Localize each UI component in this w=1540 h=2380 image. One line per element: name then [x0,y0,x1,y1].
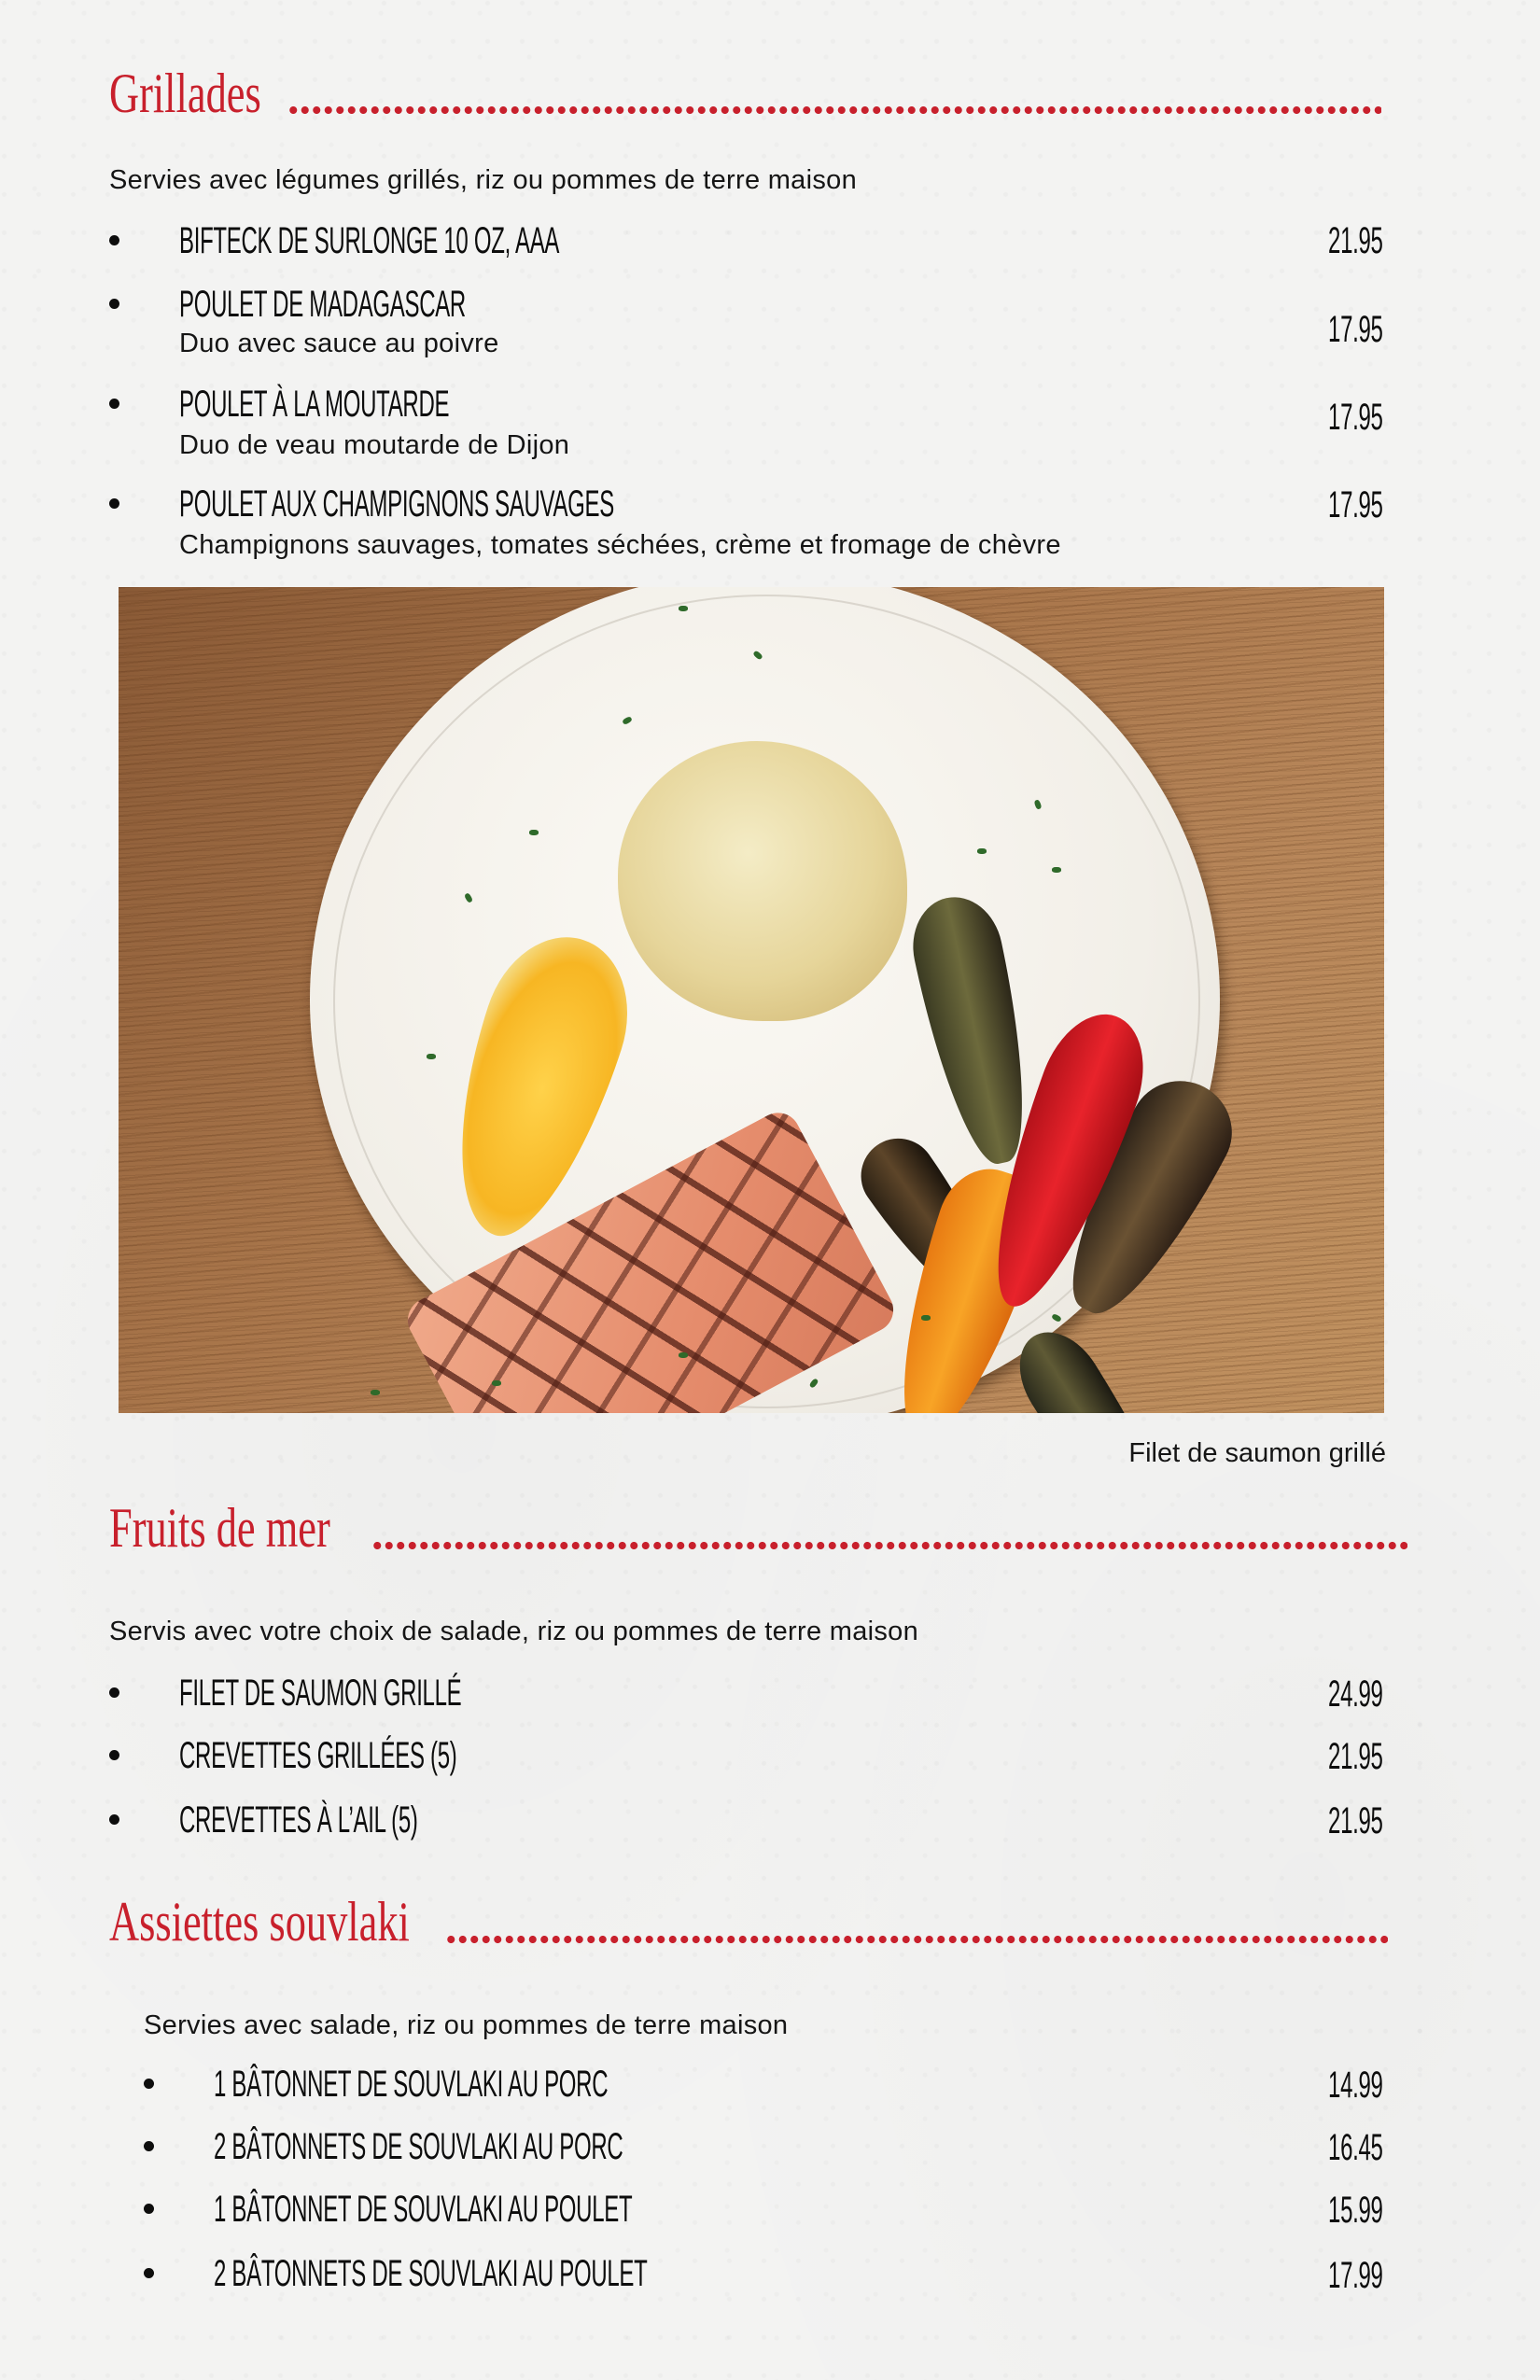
herb [371,1390,380,1395]
item-price: 17.95 [1328,397,1383,438]
section-heading-assiettes-souvlaki: Assiettes souvlaki [109,1891,410,1953]
bullet-icon [144,2268,154,2278]
item-name: BIFTECK DE SURLONGE 10 OZ, AAA [179,220,560,261]
dotted-leader [445,1936,1388,1943]
item-price: 16.45 [1328,2127,1383,2168]
item-price: 14.99 [1328,2065,1383,2106]
item-description: Champignons sauvages, tomates séchées, crème et fromage de chèvre [179,530,1061,560]
item-name: CREVETTES À L’AIL (5) [179,1799,418,1841]
dotted-leader [371,1542,1407,1549]
item-name: FILET DE SAUMON GRILLÉ [179,1673,462,1714]
item-name: CREVETTES GRILLÉES (5) [179,1735,457,1776]
herb [1052,867,1061,873]
item-price: 17.95 [1328,309,1383,350]
photo-caption: Filet de saumon grillé [1128,1438,1386,1468]
herb [529,830,539,835]
item-price: 15.99 [1328,2190,1383,2231]
item-price: 17.99 [1328,2255,1383,2296]
item-name: 2 BÂTONNETS DE SOUVLAKI AU PORC [214,2126,623,2167]
section-subtitle: Servies avec salade, riz ou pommes de terre maison [144,2010,789,2040]
item-description: Duo de veau moutarde de Dijon [179,430,570,460]
herb [679,606,688,611]
bullet-icon [109,299,119,309]
item-name: POULET À LA MOUTARDE [179,384,450,425]
item-name: POULET DE MADAGASCAR [179,284,466,325]
item-price: 21.95 [1328,220,1383,261]
item-price: 24.99 [1328,1673,1383,1715]
item-price: 17.95 [1328,484,1383,525]
section-heading-grillades: Grillades [109,63,261,124]
bullet-icon [109,235,119,245]
item-name: POULET AUX CHAMPIGNONS SAUVAGES [179,483,614,525]
herb [427,1054,436,1059]
bullet-icon [109,1814,119,1825]
item-description: Duo avec sauce au poivre [179,329,499,358]
food-photo [119,587,1384,1413]
herb [921,1315,931,1321]
bullet-icon [144,2204,154,2214]
bullet-icon [109,1687,119,1698]
section-subtitle: Servies avec légumes grillés, riz ou pommes de terre maison [109,165,858,195]
herb [679,1352,688,1358]
bullet-icon [144,2141,154,2151]
item-price: 21.95 [1328,1800,1383,1841]
bullet-icon [109,1750,119,1760]
section-subtitle: Servis avec votre choix de salade, riz ou pommes de terre maison [109,1617,919,1646]
section-heading-fruits-de-mer: Fruits de mer [109,1497,330,1559]
item-name: 1 BÂTONNET DE SOUVLAKI AU POULET [214,2189,633,2230]
herb [492,1380,501,1386]
bullet-icon [109,498,119,509]
item-name: 1 BÂTONNET DE SOUVLAKI AU PORC [214,2064,609,2105]
bullet-icon [109,399,119,409]
bullet-icon [144,2079,154,2089]
herb [977,848,987,854]
dotted-leader [287,106,1381,114]
item-price: 21.95 [1328,1736,1383,1777]
item-name: 2 BÂTONNETS DE SOUVLAKI AU POULET [214,2253,648,2294]
